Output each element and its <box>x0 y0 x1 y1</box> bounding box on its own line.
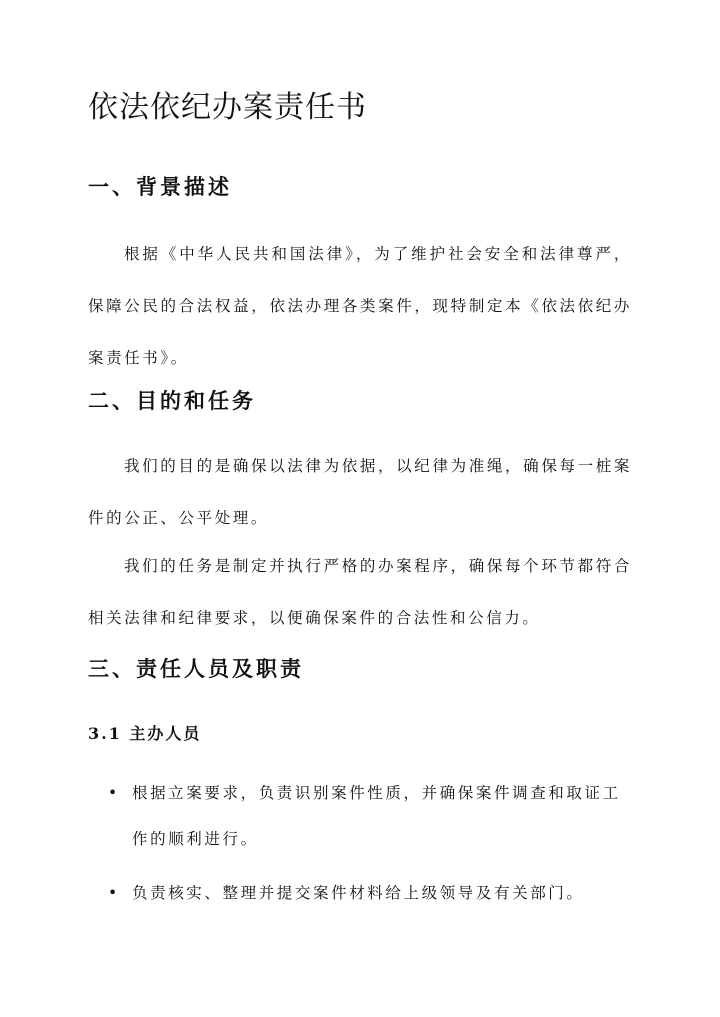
paragraph-background: 根据《中华人民共和国法律》，为了维护社会安全和法律尊严，保障公民的合法权益，依法办理各类案件，现特制定本《依法依纪办案责任书》。 <box>88 245 632 367</box>
list-item <box>88 870 628 916</box>
list-item <box>88 770 628 862</box>
bullet-icon: • <box>108 884 120 902</box>
subsection-heading-lead-officer: 3.1 主办人员 <box>88 724 202 743</box>
paragraph-purpose: 我们的目的是确保以法律为依据，以纪律为准绳，确保每一桩案件的公正、公平处理。 <box>88 457 632 527</box>
document-title: 依法依纪办案责任书 <box>88 90 367 125</box>
lead-officer-duties-list <box>88 770 628 916</box>
list-item-text: 负责核实、整理并提交案件材料给上级领导及有关部门。 <box>132 884 585 902</box>
section-heading-responsibilities: 三、责任人员及职责 <box>88 656 304 681</box>
section-heading-purpose: 二、目的和任务 <box>88 388 256 413</box>
paragraph-task: 我们的任务是制定并执行严格的办案程序，确保每个环节都符合相关法律和纪律要求，以便确保案件的合法性和公信力。 <box>88 557 632 627</box>
bullet-icon: • <box>108 784 120 802</box>
list-item-text: 根据立案要求，负责识别案件性质，并确保案件调查和取证工作的顺利进行。 <box>132 784 621 848</box>
section-heading-background: 一、背景描述 <box>88 174 232 199</box>
